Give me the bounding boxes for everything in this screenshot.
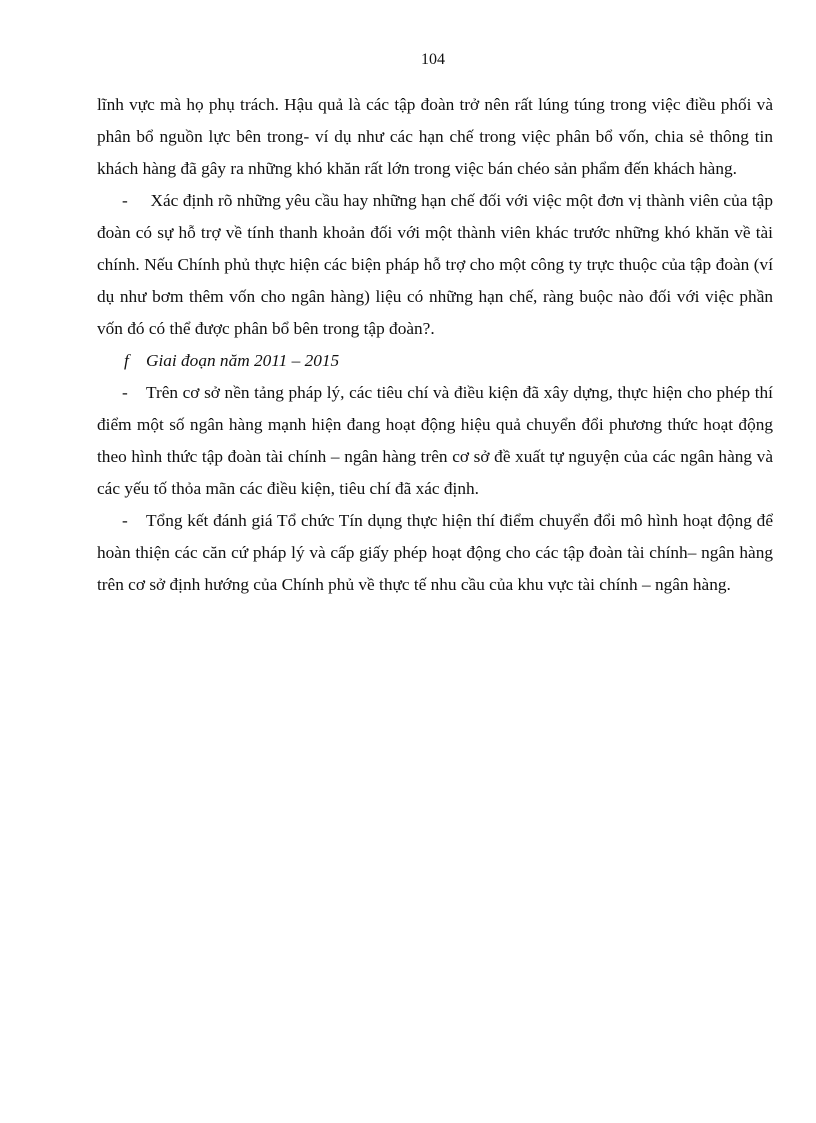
bullet-dash: - — [122, 511, 128, 530]
paragraph-text: Tổng kết đánh giá Tổ chức Tín dụng thực hiện thí điểm chuyển đổi mô hình hoạt động để hoàn thiện các căn cứ pháp lý và cấp giấy phép hoạt động cho các tập đoàn tài chính– ngân hàng trên cơ sở định hướng của Chính phủ về thực tế nhu cầu của khu vực tài chính – ngân hàng. — [97, 511, 773, 594]
bullet-paragraph — [97, 377, 773, 505]
paragraph-text: lĩnh vực mà họ phụ trách. Hậu quả là các tập đoàn trở nên rất lúng túng trong việc điều phối và phân bổ nguồn lực bên trong- ví dụ như các hạn chế trong việc phân bổ vốn, chia sẻ thông tin khách hàng đã gây ra những khó khăn rất lớn trong việc bán chéo sản phẩm đến khách hàng. — [97, 95, 773, 178]
heading-text: Giai đoạn năm 2011 – 2015 — [146, 351, 340, 370]
bullet-paragraph — [97, 505, 773, 601]
document-body — [97, 89, 773, 601]
section-heading — [97, 345, 773, 377]
page-number: 104 — [421, 51, 445, 68]
bullet-dash: - — [122, 383, 128, 402]
paragraph-text: Xác định rõ những yêu cầu hay những hạn chế đối với việc một đơn vị thành viên của tập đoàn có sự hỗ trợ về tính thanh khoản đối với một thành viên khác trước những khó khăn về tài chính. Nếu Chính phủ thực hiện các biện pháp hỗ trợ cho một công ty trực thuộc của tập đoàn (ví dụ như bơm thêm vốn cho ngân hàng) liệu có những hạn chế, ràng buộc nào đối với việc phần vốn đó có thể được phân bổ bên trong tập đoàn?. — [97, 191, 773, 338]
bullet-dash: - — [122, 191, 128, 210]
paragraph-text: Trên cơ sở nền tảng pháp lý, các tiêu chí và điều kiện đã xây dựng, thực hiện cho phép thí điểm một số ngân hàng mạnh hiện đang hoạt động hiệu quả chuyển đổi phương thức hoạt động theo hình thức tập đoàn tài chính – ngân hàng trên cơ sở đề xuất tự nguyện của các ngân hàng và các yếu tố thỏa mãn các điều kiện, tiêu chí đã xác định. — [97, 383, 773, 498]
bullet-paragraph — [97, 185, 773, 345]
heading-marker: f — [124, 351, 129, 370]
paragraph-continuation — [97, 89, 773, 185]
